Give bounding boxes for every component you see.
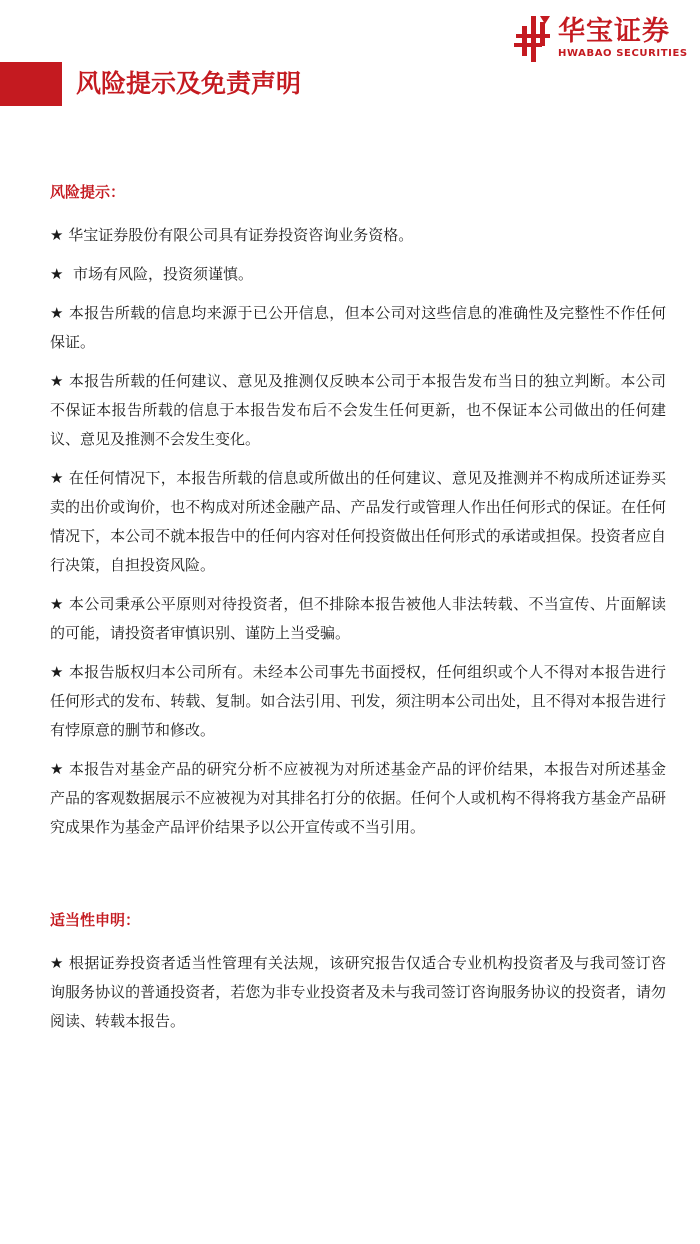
suitability-heading: 适当性申明： xyxy=(50,911,141,929)
disclaimer-content xyxy=(50,180,666,1046)
star-icon: ★ xyxy=(50,663,64,681)
huabao-logo-icon xyxy=(512,12,552,64)
star-icon: ★ xyxy=(50,226,64,244)
risk-item-text: 本报告对基金产品的研究分析不应被视为对所述基金产品的评价结果，本报告对所述基金产品的客观数据展示不应被视为对其排名打分的依据。任何个人或机构不得将我方基金产品研究成果作为基金产品评价结果予以公开宣传或不当引用。 xyxy=(50,760,666,836)
star-icon: ★ xyxy=(50,760,64,778)
risk-item xyxy=(50,464,666,580)
risk-item xyxy=(50,221,666,250)
risk-item-text: 市场有风险，投资须谨慎。 xyxy=(63,265,253,283)
star-icon: ★ xyxy=(50,595,64,613)
suitability-item xyxy=(50,949,666,1036)
risk-item-text: 华宝证券股份有限公司具有证券投资咨询业务资格。 xyxy=(63,226,414,244)
risk-item xyxy=(50,658,666,745)
star-icon: ★ xyxy=(50,469,64,487)
risk-item xyxy=(50,755,666,842)
logo-chinese-text: 华宝证券 xyxy=(558,16,670,47)
logo-english-text: HWABAO SECURITIES xyxy=(558,48,688,59)
risk-item-text: 在任何情况下，本报告所载的信息或所做出的任何建议、意见及推测并不构成所述证券买卖的出价或询价，也不构成对所述金融产品、产品发行或管理人作出任何形式的保证。在任何情况下，本公司不就本报告中的任何内容对任何投资做出任何形式的承诺或担保。投资者应自行决策，自担投资风险。 xyxy=(50,469,666,574)
risk-heading: 风险提示： xyxy=(50,183,126,201)
star-icon: ★ xyxy=(50,265,64,283)
star-icon: ★ xyxy=(50,304,64,322)
risk-item xyxy=(50,590,666,648)
risk-item xyxy=(50,260,666,289)
suitability-item-text: 根据证券投资者适当性管理有关法规，该研究报告仅适合专业机构投资者及与我司签订咨询服务协议的普通投资者，若您为非专业投资者及未与我司签订咨询服务协议的投资者，请勿阅读、转载本报告。 xyxy=(50,954,666,1030)
risk-item xyxy=(50,299,666,357)
star-icon: ★ xyxy=(50,954,64,972)
title-accent-bar xyxy=(0,62,62,106)
section-spacer xyxy=(50,852,666,908)
risk-item xyxy=(50,367,666,454)
brand-logo xyxy=(512,12,692,64)
risk-item-text: 本报告版权归本公司所有。未经本公司事先书面授权，任何组织或个人不得对本报告进行任何形式的发布、转载、复制。如合法引用、刊发，须注明本公司出处，且不得对本报告进行有悖原意的删节和修改。 xyxy=(50,663,666,739)
risk-item-text: 本报告所载的任何建议、意见及推测仅反映本公司于本报告发布当日的独立判断。本公司不保证本报告所载的信息于本报告发布后不会发生任何更新，也不保证本公司做出的任何建议、意见及推测不会发生变化。 xyxy=(50,372,666,448)
page-title: 风险提示及免责声明 xyxy=(76,69,302,98)
risk-item-text: 本报告所载的信息均来源于已公开信息，但本公司对这些信息的准确性及完整性不作任何保证。 xyxy=(50,304,666,351)
star-icon: ★ xyxy=(50,372,64,390)
risk-item-text: 本公司秉承公平原则对待投资者，但不排除本报告被他人非法转载、不当宣传、片面解读的可能，请投资者审慎识别、谨防上当受骗。 xyxy=(50,595,666,642)
